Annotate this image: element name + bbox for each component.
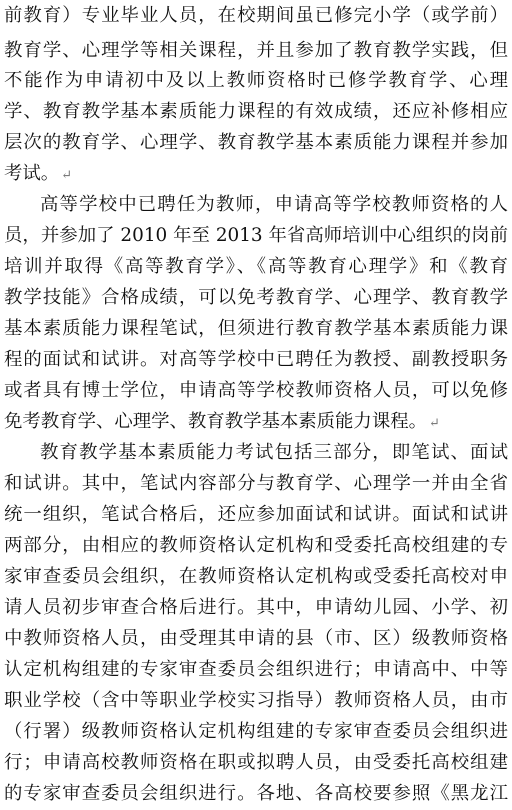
text-line: 两部分，由相应的教师资格认定机构和受委托高校组建的专 — [4, 535, 508, 556]
text-line: 请人员初步审查合格后进行。其中，申请幼儿园、小学、初 — [4, 597, 508, 618]
text-line: 员，并参加了 2010 年至 2013 年省高师培训中心组织的岗前 — [4, 225, 508, 246]
text-line: 前教育）专业毕业人员，在校期间虽已修完小学（或学前） — [4, 5, 508, 26]
text-line: 学、教育教学基本素质能力课程的有效成绩，还应补修相应 — [4, 101, 508, 122]
text-line: 层次的教育学、心理学、教育教学基本素质能力课程并参加 — [4, 132, 508, 153]
text-line: 中教师资格人员，由受理其申请的县（市、区）级教师资格 — [4, 628, 508, 649]
text-line: （行署）级教师资格认定机构组建的专家审查委员会组织进 — [4, 721, 508, 742]
text-line — [4, 159, 508, 189]
text-line: 培训并取得《高等教育学》、《高等教育心理学》和《教育 — [4, 256, 508, 277]
text-line-content: 考试。 — [4, 163, 60, 184]
text-line: 行；申请高校教师资格在职或拟聘人员，由受委托高校组建 — [4, 752, 508, 773]
text-line: 认定机构组建的专家审查委员会组织进行；申请高中、中等 — [4, 659, 508, 680]
paragraph-mark-icon: ↵ — [429, 416, 440, 431]
text-line: 和试讲。其中，笔试内容部分与教育学、心理学一并由全省 — [4, 473, 508, 494]
text-line: 统一组织，笔试合格后，还应参加面试和试讲。面试和试讲 — [4, 504, 508, 525]
text-line — [4, 407, 508, 437]
text-line-content: 免考教育学、心理学、教育教学基本素质能力课程。 — [4, 411, 427, 432]
text-line: 或者具有博士学位，申请高等学校教师资格人员，可以免修 — [4, 380, 508, 401]
text-line: 职业学校（含中等职业学校实习指导）教师资格人员，由市 — [4, 690, 508, 711]
text-line: 教育教学基本素质能力考试包括三部分，即笔试、面试 — [40, 442, 508, 463]
text-line: 不能作为申请初中及以上教师资格时已修学教育学、心理 — [4, 70, 508, 91]
text-line: 的专家审查委员会组织进行。各地、各高校要参照《黑龙江 — [4, 783, 508, 804]
text-line: 家审查委员会组织，在教师资格认定机构或受委托高校对申 — [4, 566, 508, 587]
text-line: 程的面试和试讲。对高等学校中已聘任为教授、副教授职务 — [4, 349, 508, 370]
text-line: 教学技能》合格成绩，可以免考教育学、心理学、教育教学 — [4, 287, 508, 308]
paragraph-mark-icon: ↵ — [61, 168, 73, 183]
text-line: 基本素质能力课程笔试，但须进行教育教学基本素质能力课 — [4, 318, 508, 339]
text-line: 高等学校中已聘任为教师，申请高等学校教师资格的人 — [40, 194, 508, 215]
text-line: 教育学、心理学等相关课程，并且参加了教育教学实践，但 — [4, 40, 508, 61]
